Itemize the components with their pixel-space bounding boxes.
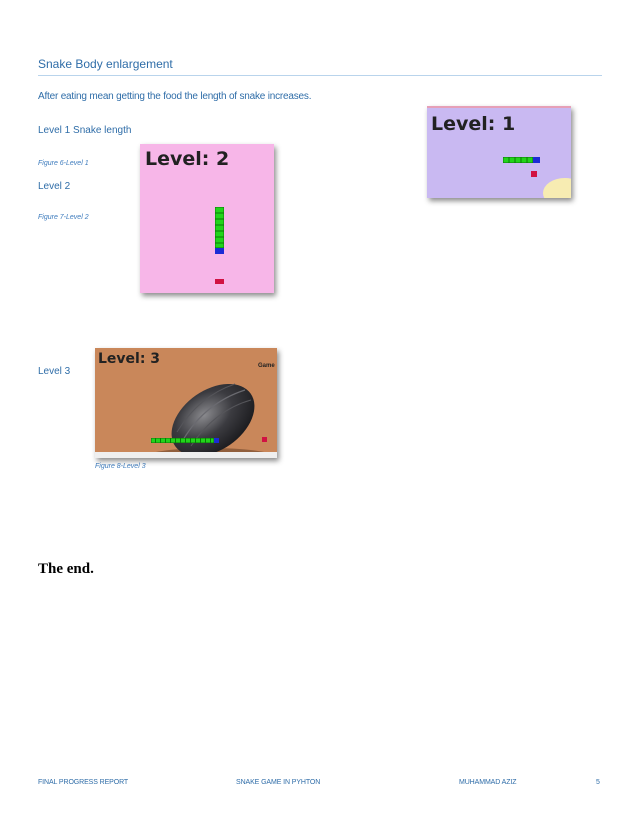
level2-screenshot-title: Level: 2 — [145, 148, 230, 170]
intro-paragraph: After eating mean getting the food the length of snake increases. — [38, 91, 312, 102]
decorative-blob — [543, 178, 571, 198]
screenshot-bottom-strip — [95, 452, 277, 458]
footer-right: MUHAMMAD AZIZ — [459, 779, 517, 786]
level3-game-label: Game — [258, 363, 275, 369]
level3-label: Level 3 — [38, 366, 71, 377]
figure6-caption: Figure 6-Level 1 — [38, 160, 89, 167]
level1-top-border — [427, 106, 571, 108]
footer-center: SNAKE GAME IN PYHTON — [236, 779, 321, 786]
level1-label: Level 1 Snake length — [38, 125, 132, 136]
snake-head — [215, 248, 224, 254]
heading-rule — [38, 75, 602, 76]
snake-body — [151, 438, 214, 443]
footer-left: FINAL PROGRESS REPORT — [38, 779, 129, 786]
closing-text: The end. — [38, 561, 94, 577]
level3-screenshot — [95, 348, 277, 458]
figure8-caption: Figure 8-Level 3 — [95, 463, 146, 470]
section-heading: Snake Body enlargement — [38, 57, 173, 71]
food-pellet — [531, 171, 537, 177]
figure7-caption: Figure 7-Level 2 — [38, 214, 89, 221]
level2-label: Level 2 — [38, 181, 71, 192]
level3-screenshot-title: Level: 3 — [98, 351, 161, 367]
snake-head — [214, 438, 219, 443]
food-pellet — [262, 437, 267, 442]
page-number: 5 — [596, 779, 600, 786]
food-pellet — [215, 279, 224, 284]
level1-screenshot — [427, 106, 571, 198]
level2-screenshot — [140, 144, 274, 293]
snake-head — [533, 157, 540, 163]
level1-screenshot-title: Level: 1 — [431, 113, 516, 135]
